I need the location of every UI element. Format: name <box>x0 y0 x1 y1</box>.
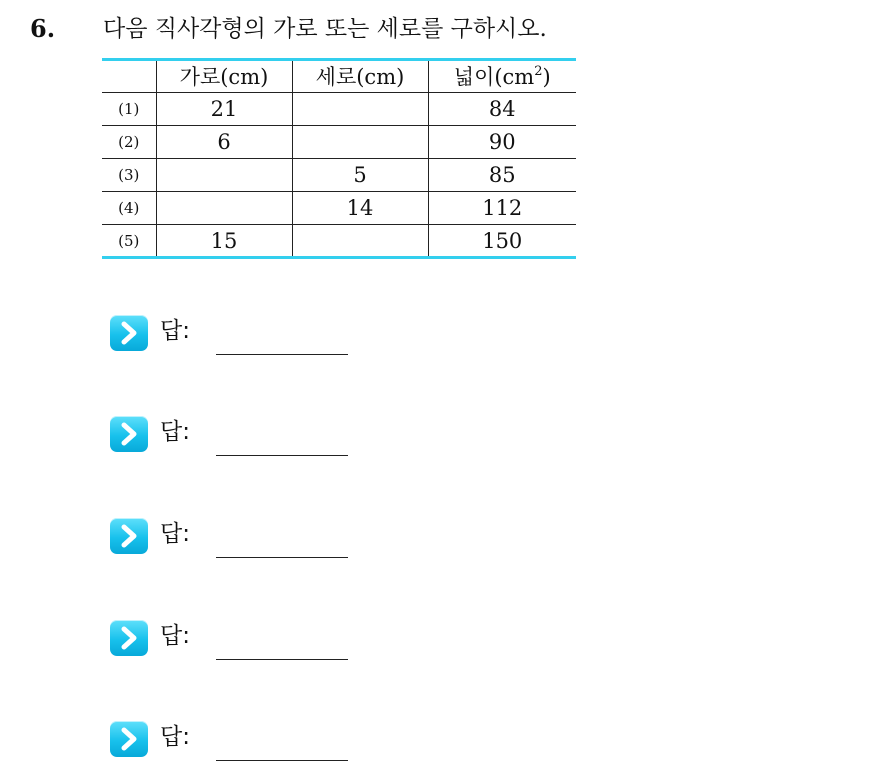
answer-blank-line[interactable] <box>216 557 348 558</box>
answer-label: 답: <box>160 318 190 344</box>
answer-row-3 <box>110 516 360 562</box>
header-height: 세로(cm) <box>292 60 428 93</box>
cell-width <box>156 192 292 225</box>
cell-area: 85 <box>428 159 576 192</box>
chevron-right-icon <box>110 315 148 351</box>
cell-area: 150 <box>428 225 576 258</box>
row-label: (5) <box>102 225 156 258</box>
table-row <box>102 159 576 192</box>
table-row <box>102 192 576 225</box>
header-area <box>428 60 576 93</box>
row-label: (1) <box>102 93 156 126</box>
cell-width: 6 <box>156 126 292 159</box>
table-header-row <box>102 60 576 93</box>
rectangle-table <box>102 58 576 259</box>
chevron-right-icon <box>110 721 148 757</box>
cell-area: 112 <box>428 192 576 225</box>
answer-label: 답: <box>160 623 190 649</box>
chevron-right-icon <box>110 620 148 656</box>
answer-blank-line[interactable] <box>216 760 348 761</box>
header-area-prefix: 넓이(cm <box>453 64 535 89</box>
cell-height <box>292 225 428 258</box>
row-label: (4) <box>102 192 156 225</box>
cell-area: 90 <box>428 126 576 159</box>
cell-height: 14 <box>292 192 428 225</box>
table-row <box>102 126 576 159</box>
cell-area: 84 <box>428 93 576 126</box>
cell-width <box>156 159 292 192</box>
chevron-right-icon <box>110 416 148 452</box>
answer-label: 답: <box>160 724 190 750</box>
answer-row-5 <box>110 719 360 765</box>
table-row <box>102 93 576 126</box>
header-area-suffix: ) <box>542 64 551 89</box>
question-number: 6. <box>30 14 56 43</box>
cell-height: 5 <box>292 159 428 192</box>
row-label: (3) <box>102 159 156 192</box>
cell-width: 15 <box>156 225 292 258</box>
header-width: 가로(cm) <box>156 60 292 93</box>
row-label: (2) <box>102 126 156 159</box>
answer-row-1 <box>110 313 360 359</box>
header-area-exponent: 2 <box>534 63 543 79</box>
header-blank <box>102 60 156 93</box>
answer-row-2 <box>110 414 360 460</box>
chevron-right-icon <box>110 518 148 554</box>
cell-height <box>292 93 428 126</box>
answer-label: 답: <box>160 419 190 445</box>
answer-row-4 <box>110 618 360 664</box>
table-row <box>102 225 576 258</box>
cell-width: 21 <box>156 93 292 126</box>
cell-height <box>292 126 428 159</box>
answer-blank-line[interactable] <box>216 659 348 660</box>
answer-blank-line[interactable] <box>216 354 348 355</box>
question-text: 다음 직사각형의 가로 또는 세로를 구하시오. <box>103 16 547 42</box>
answer-blank-line[interactable] <box>216 455 348 456</box>
answer-label: 답: <box>160 521 190 547</box>
